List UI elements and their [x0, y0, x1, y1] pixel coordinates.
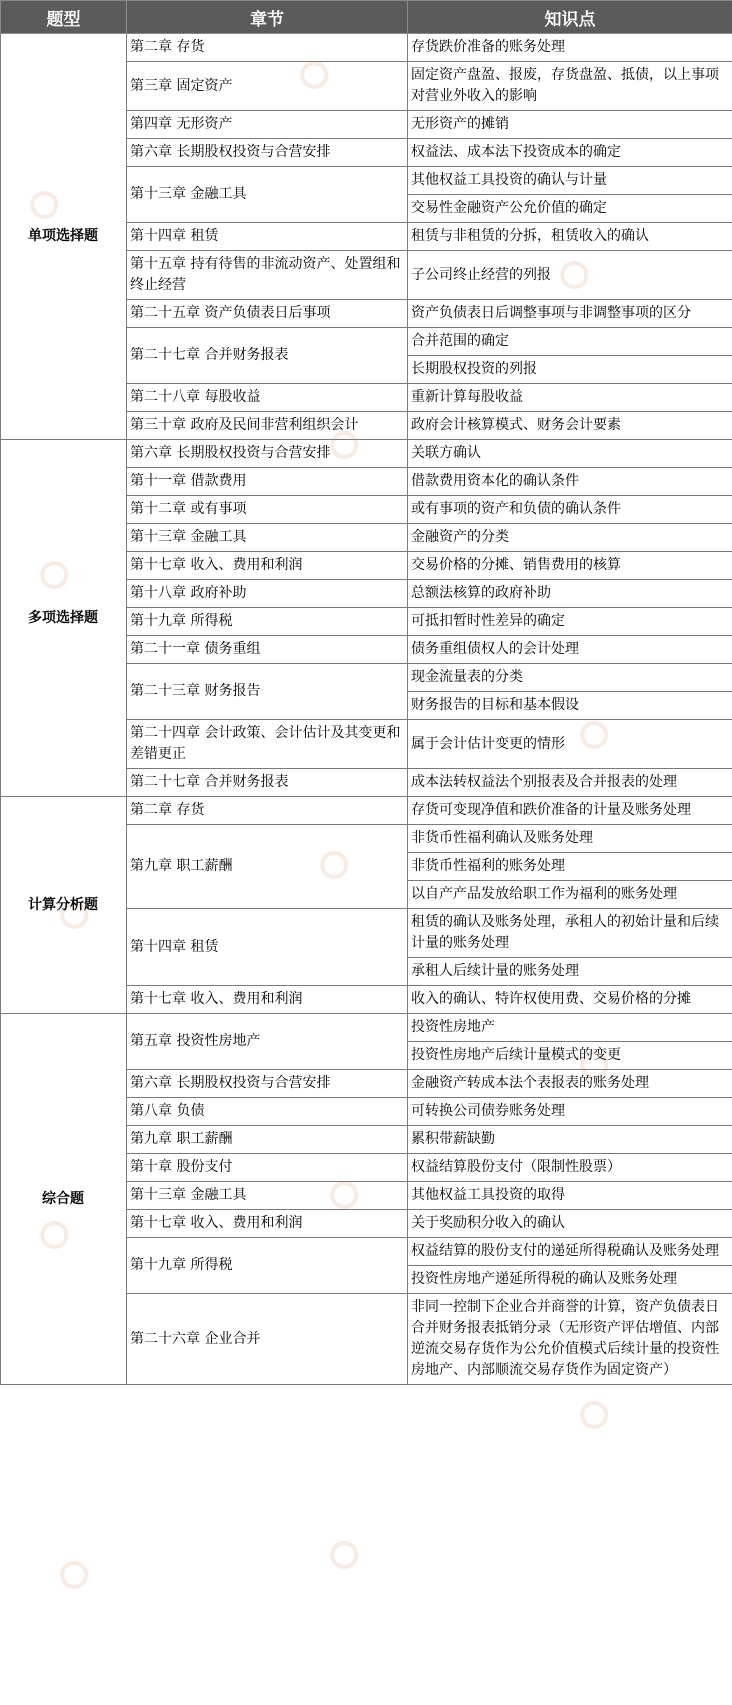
- knowledge-point-cell: 财务报告的目标和基本假设: [408, 692, 732, 720]
- knowledge-point-cell: 权益结算的股份支付的递延所得税确认及账务处理: [408, 1238, 732, 1266]
- knowledge-point-cell: 子公司终止经营的列报: [408, 251, 732, 300]
- chapter-cell: 第十七章 收入、费用和利润: [127, 986, 408, 1014]
- chapter-cell: 第二章 存货: [127, 797, 408, 825]
- table-body: [1, 34, 732, 1385]
- chapter-cell: 第二十六章 企业合并: [127, 1294, 408, 1385]
- chapter-cell: 第十三章 金融工具: [127, 167, 408, 223]
- chapter-cell: 第二十八章 每股收益: [127, 384, 408, 412]
- knowledge-point-cell: 非货币性福利的账务处理: [408, 853, 732, 881]
- knowledge-point-cell: 非同一控制下企业合并商誉的计算，资产负债表日合并财务报表抵销分录（无形资产评估增值、内部逆流交易存货作为公允价值模式后续计量的投资性房地产、内部顺流交易存货作为固定资产）: [408, 1294, 732, 1385]
- knowledge-point-cell: 借款费用资本化的确认条件: [408, 468, 732, 496]
- knowledge-point-cell: 权益结算股份支付（限制性股票）: [408, 1154, 732, 1182]
- chapter-cell: 第十二章 或有事项: [127, 496, 408, 524]
- knowledge-point-cell: 存货跌价准备的账务处理: [408, 34, 732, 62]
- question-type-cell: 计算分析题: [1, 797, 127, 1014]
- chapter-cell: 第十七章 收入、费用和利润: [127, 1210, 408, 1238]
- chapter-cell: 第二十一章 债务重组: [127, 636, 408, 664]
- knowledge-point-cell: 投资性房地产后续计量模式的变更: [408, 1042, 732, 1070]
- knowledge-point-cell: 金融资产的分类: [408, 524, 732, 552]
- table-row: [1, 440, 732, 468]
- knowledge-point-cell: 关于奖励积分收入的确认: [408, 1210, 732, 1238]
- chapter-cell: 第九章 职工薪酬: [127, 825, 408, 909]
- knowledge-point-cell: 存货可变现净值和跌价准备的计量及账务处理: [408, 797, 732, 825]
- knowledge-point-cell: 资产负债表日后调整事项与非调整事项的区分: [408, 300, 732, 328]
- table-row: [1, 34, 732, 62]
- knowledge-point-cell: 关联方确认: [408, 440, 732, 468]
- table-row: [1, 797, 732, 825]
- header-type: 题型: [1, 1, 127, 34]
- knowledge-point-cell: 或有事项的资产和负债的确认条件: [408, 496, 732, 524]
- chapter-cell: 第十九章 所得税: [127, 608, 408, 636]
- knowledge-point-cell: 收入的确认、特许权使用费、交易价格的分摊: [408, 986, 732, 1014]
- chapter-cell: 第三章 固定资产: [127, 62, 408, 111]
- knowledge-point-cell: 固定资产盘盈、报废，存货盘盈、抵债，以上事项对营业外收入的影响: [408, 62, 732, 111]
- chapter-cell: 第二十七章 合并财务报表: [127, 769, 408, 797]
- knowledge-point-cell: 累积带薪缺勤: [408, 1126, 732, 1154]
- watermark-logo-icon: [325, 1536, 363, 1574]
- watermark-mark: [575, 1394, 617, 1434]
- knowledge-point-cell: 政府会计核算模式、财务会计要素: [408, 412, 732, 440]
- chapter-cell: 第十七章 收入、费用和利润: [127, 552, 408, 580]
- chapter-cell: 第二十三章 财务报告: [127, 664, 408, 720]
- knowledge-point-cell: 其他权益工具投资的确认与计量: [408, 167, 732, 195]
- chapter-cell: 第六章 长期股权投资与合营安排: [127, 440, 408, 468]
- watermark-logo-icon: [55, 1556, 93, 1594]
- chapter-cell: 第二章 存货: [127, 34, 408, 62]
- question-type-cell: 单项选择题: [1, 34, 127, 440]
- knowledge-point-cell: 投资性房地产: [408, 1014, 732, 1042]
- knowledge-point-cell: 以自产产品发放给职工作为福利的账务处理: [408, 881, 732, 909]
- chapter-cell: 第十三章 金融工具: [127, 1182, 408, 1210]
- chapter-cell: 第二十四章 会计政策、会计估计及其变更和差错更正: [127, 720, 408, 769]
- question-type-cell: 综合题: [1, 1014, 127, 1385]
- chapter-cell: 第六章 长期股权投资与合营安排: [127, 1070, 408, 1098]
- knowledge-point-cell: 交易价格的分摊、销售费用的核算: [408, 552, 732, 580]
- chapter-cell: 第十三章 金融工具: [127, 524, 408, 552]
- knowledge-point-cell: 交易性金融资产公允价值的确定: [408, 195, 732, 223]
- knowledge-point-cell: 其他权益工具投资的取得: [408, 1182, 732, 1210]
- chapter-cell: 第二十七章 合并财务报表: [127, 328, 408, 384]
- knowledge-point-cell: 总额法核算的政府补助: [408, 580, 732, 608]
- chapter-cell: 第十四章 租赁: [127, 909, 408, 986]
- question-type-cell: 多项选择题: [1, 440, 127, 797]
- chapter-cell: 第三十章 政府及民间非营利组织会计: [127, 412, 408, 440]
- table-row: [1, 1014, 732, 1042]
- chapter-cell: 第六章 长期股权投资与合营安排: [127, 139, 408, 167]
- watermark-mark: [325, 1534, 367, 1574]
- chapter-cell: 第二十五章 资产负债表日后事项: [127, 300, 408, 328]
- knowledge-point-cell: 长期股权投资的列报: [408, 356, 732, 384]
- header-points: 知识点: [408, 1, 732, 34]
- watermark-logo-icon: [575, 1396, 613, 1434]
- knowledge-point-cell: 非货币性福利确认及账务处理: [408, 825, 732, 853]
- chapter-cell: 第四章 无形资产: [127, 111, 408, 139]
- knowledge-point-cell: 成本法转权益法个别报表及合并报表的处理: [408, 769, 732, 797]
- chapter-cell: 第八章 负债: [127, 1098, 408, 1126]
- knowledge-point-cell: 现金流量表的分类: [408, 664, 732, 692]
- chapter-cell: 第十八章 政府补助: [127, 580, 408, 608]
- knowledge-point-cell: 可转换公司债券账务处理: [408, 1098, 732, 1126]
- knowledge-point-cell: 债务重组债权人的会计处理: [408, 636, 732, 664]
- chapter-cell: 第九章 职工薪酬: [127, 1126, 408, 1154]
- knowledge-point-cell: 投资性房地产递延所得税的确认及账务处理: [408, 1266, 732, 1294]
- watermark-mark: [55, 1554, 97, 1594]
- knowledge-point-cell: 无形资产的摊销: [408, 111, 732, 139]
- knowledge-point-cell: 租赁的确认及账务处理，承租人的初始计量和后续计量的账务处理: [408, 909, 732, 958]
- knowledge-point-cell: 承租人后续计量的账务处理: [408, 958, 732, 986]
- header-chapter: 章节: [127, 1, 408, 34]
- chapter-cell: 第五章 投资性房地产: [127, 1014, 408, 1070]
- chapter-cell: 第十九章 所得税: [127, 1238, 408, 1294]
- knowledge-point-cell: 权益法、成本法下投资成本的确定: [408, 139, 732, 167]
- knowledge-point-cell: 租赁与非租赁的分拆，租赁收入的确认: [408, 223, 732, 251]
- knowledge-point-cell: 可抵扣暂时性差异的确定: [408, 608, 732, 636]
- knowledge-point-cell: 合并范围的确定: [408, 328, 732, 356]
- chapter-cell: 第十一章 借款费用: [127, 468, 408, 496]
- knowledge-point-cell: 属于会计估计变更的情形: [408, 720, 732, 769]
- knowledge-point-cell: 重新计算每股收益: [408, 384, 732, 412]
- chapter-cell: 第十四章 租赁: [127, 223, 408, 251]
- chapter-cell: 第十章 股份支付: [127, 1154, 408, 1182]
- header-row: [1, 1, 732, 34]
- chapter-cell: 第十五章 持有待售的非流动资产、处置组和终止经营: [127, 251, 408, 300]
- knowledge-point-cell: 金融资产转成本法个表报表的账务处理: [408, 1070, 732, 1098]
